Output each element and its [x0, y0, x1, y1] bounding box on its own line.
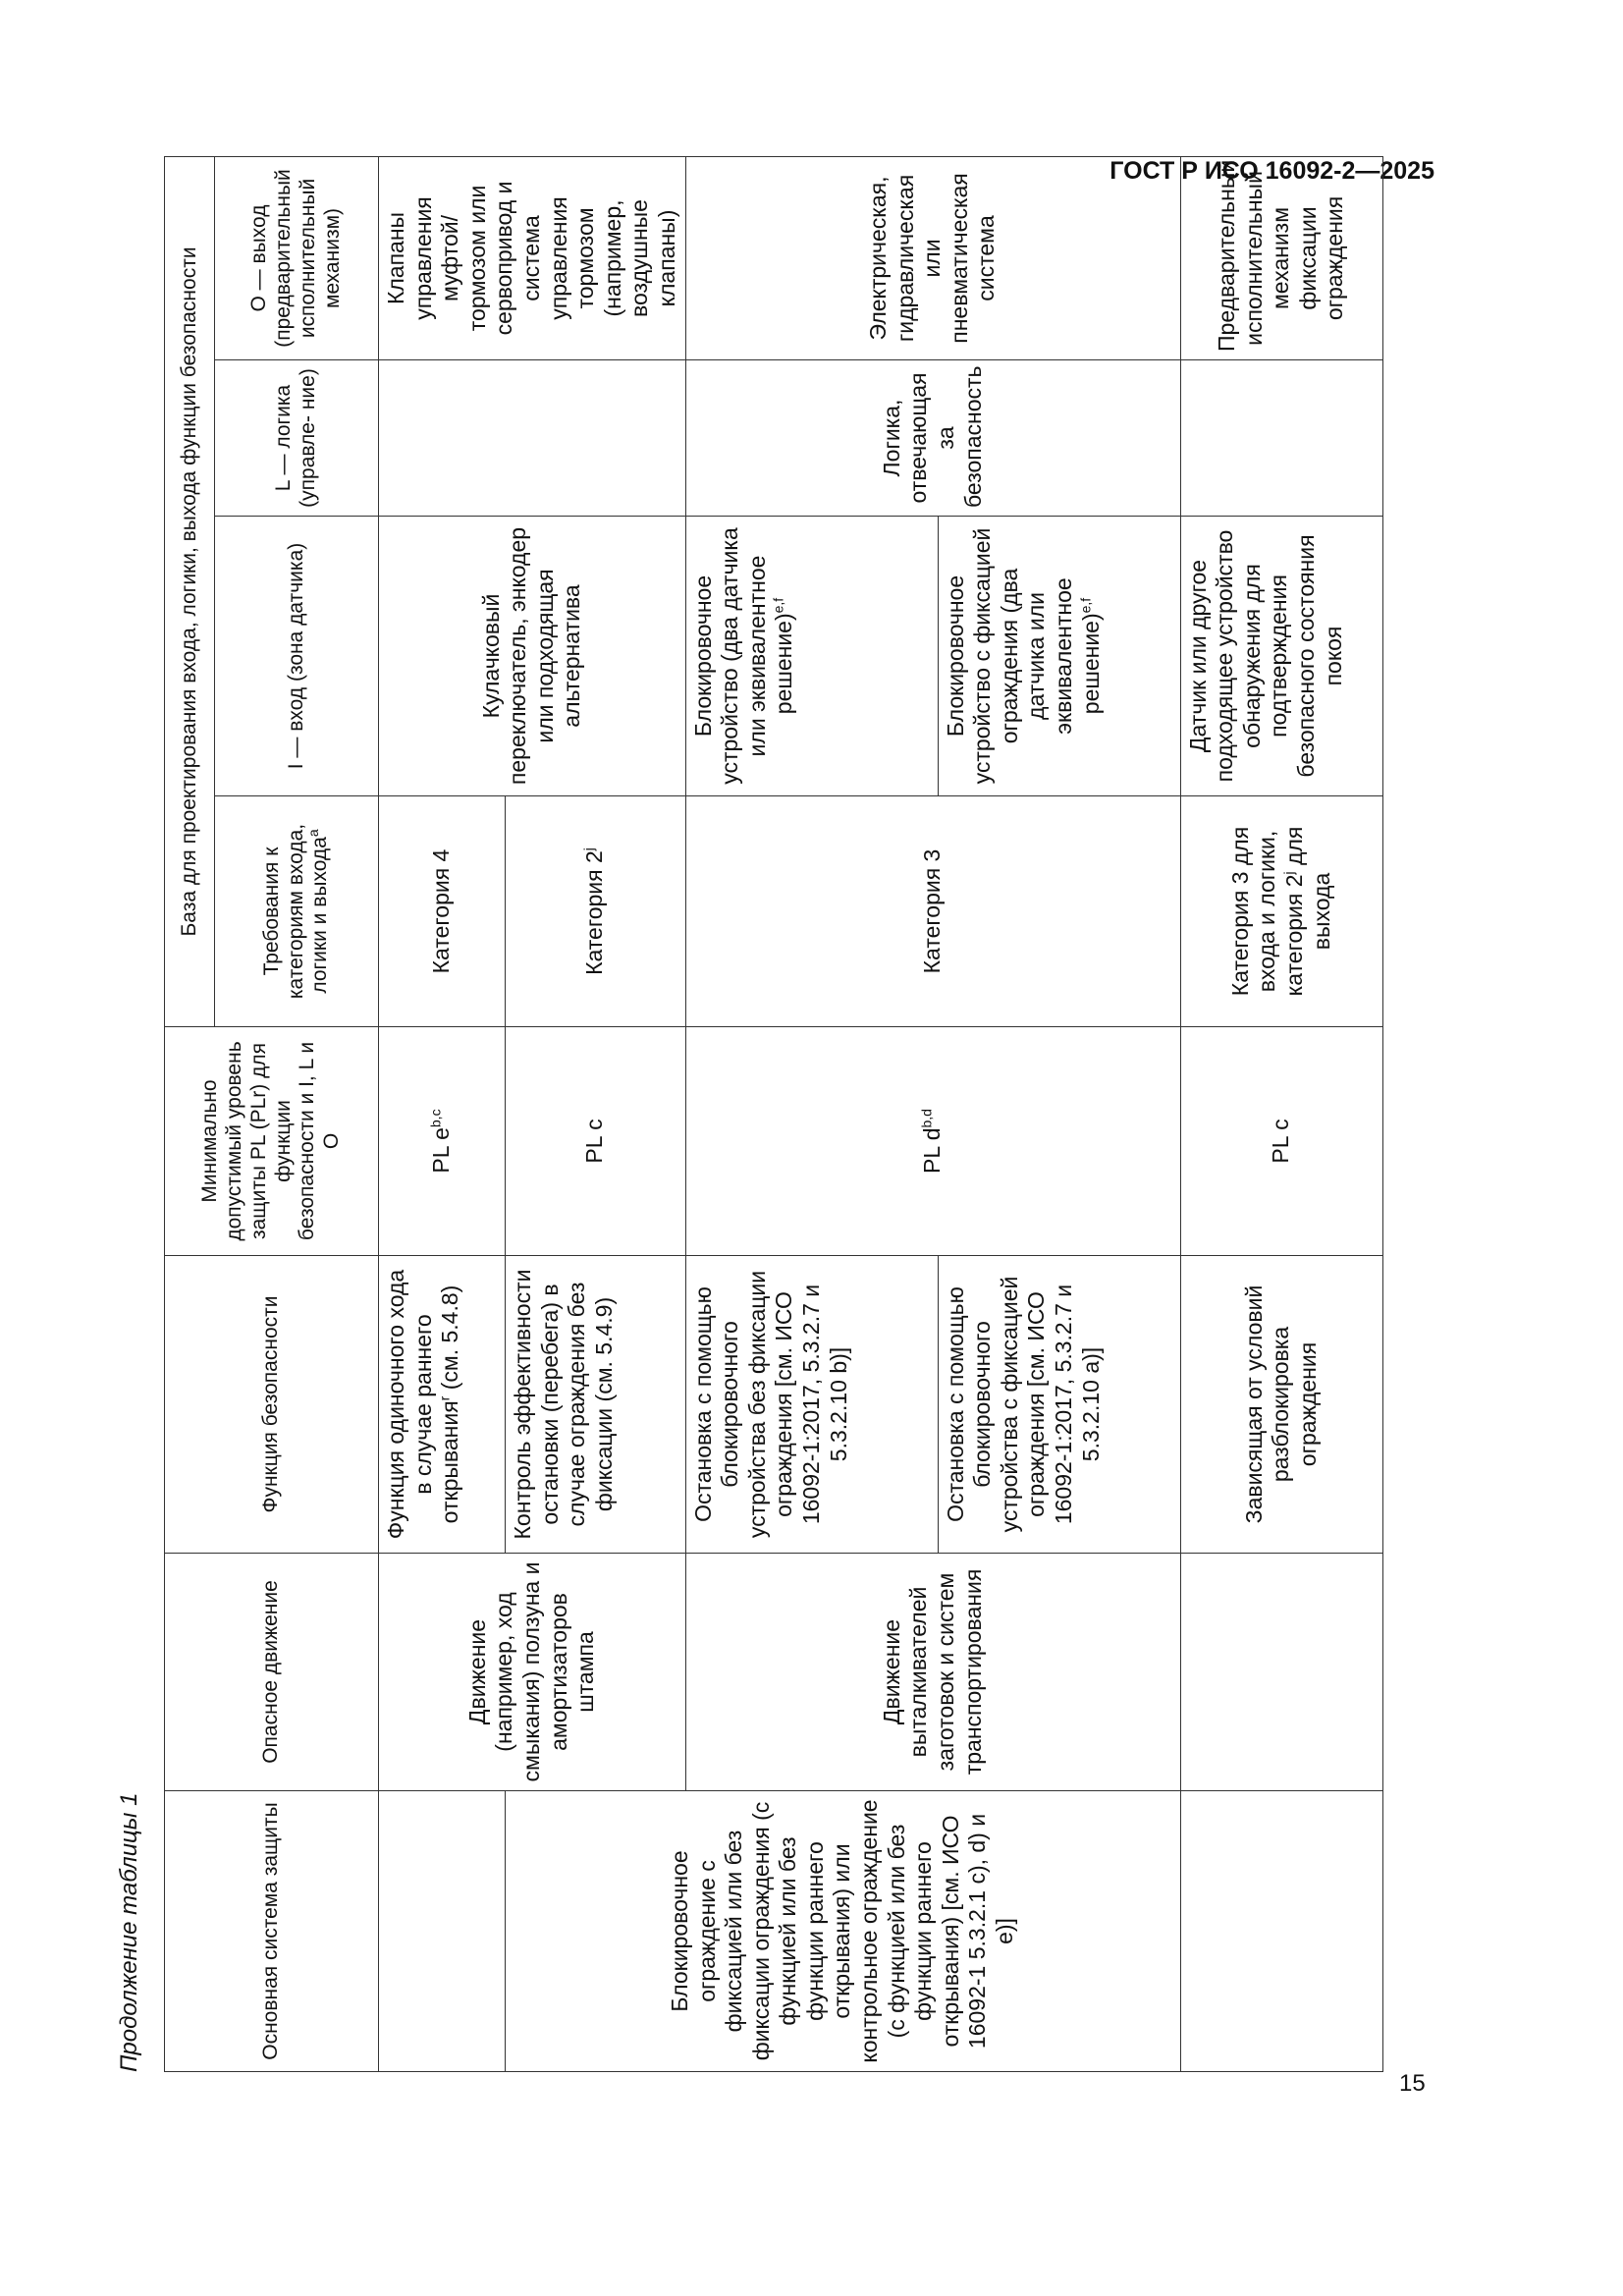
- pl-e-text: PL e: [428, 1127, 455, 1174]
- input-interlock-lock: [938, 517, 1180, 796]
- logic-cell-empty-bottom: [1180, 360, 1382, 517]
- header-system: Основная система защиты: [165, 1791, 379, 2072]
- function-stop-lock: Остановка с помощью блокировочного устройства с фиксацией ограждения [см. ИСО 16092-1:2017, 5.3.2.7 и 5.3.2.10 а)]: [938, 1256, 1180, 1554]
- req-category-3-in-out: [1180, 796, 1382, 1027]
- header-movement: Опасное движение: [165, 1554, 379, 1791]
- input-sensor: Датчик или другое подходящее устройство обнаружения для подтверждения безопасного состояния покоя: [1180, 517, 1382, 796]
- document-header: ГОСТ Р ИСО 16092-2—2025: [1109, 157, 1434, 185]
- req-category-2-text: Категория 2: [581, 850, 608, 975]
- header-function: Функция безопасности: [165, 1256, 379, 1554]
- pl-d-sup: b,d: [918, 1109, 935, 1128]
- logic-safety: Логика, отвечающая за безопасность: [685, 360, 1180, 517]
- table-caption: Продолжение таблицы 1: [116, 1792, 142, 2072]
- input-interlock-no-lock-sup: e,f: [770, 597, 786, 614]
- header-requirements-sup: a: [305, 829, 322, 838]
- req-category-4: Категория 4: [379, 796, 506, 1027]
- header-output: O — выход (предварительный исполнительный механизм): [215, 156, 379, 359]
- system-main: Блокировочное ограждение с фиксацией или без фиксации ограждения (с функцией или без функции раннего открывания) или контрольное ограждение (с функцией или без функции раннего открывания) [см. ИСО 16092-1 5.3.2.1 с), d) и е)]: [506, 1791, 1181, 2072]
- function-single-stroke: [379, 1256, 506, 1554]
- header-requirements-text: Требования к категориям входа, логики и выхода: [259, 823, 332, 1000]
- req-category-2: [506, 796, 686, 1027]
- function-unlock: Зависящая от условий разблокировка ограждения: [1180, 1256, 1382, 1554]
- pl-d: [685, 1027, 1180, 1256]
- req-category-2-sup: j: [580, 847, 597, 851]
- req-category-3: Категория 3: [685, 796, 1180, 1027]
- function-single-stroke-sup: r: [436, 1395, 453, 1401]
- movement-cell-empty-bottom: [1180, 1554, 1382, 1791]
- req-category-3-in-out-tail: для выхода: [1281, 826, 1334, 951]
- movement-ejector: Движение выталкивателей заготовок и систем транспортирования: [685, 1554, 1180, 1791]
- safety-function-table: [164, 156, 1383, 2072]
- output-valves: Клапаны управления муфтой/тормозом или сервопривод и система управления тормозом (например, воздушные клапаны): [379, 156, 686, 359]
- system-cell-empty-bottom: [1180, 1791, 1382, 2072]
- function-single-stroke-text: Функция одиночного хода в случае раннего открывания: [383, 1269, 463, 1540]
- input-cam-switch: Кулачковый переключатель, энкодер или подходящая альтернатива: [379, 517, 686, 796]
- pl-e-sup: b,c: [427, 1109, 444, 1128]
- input-interlock-no-lock: [685, 517, 938, 796]
- header-input: I — вход (зона датчика): [215, 517, 379, 796]
- header-requirements: [215, 796, 379, 1027]
- header-design-basis: База для проектирования входа, логики, выхода функции безопасности: [165, 156, 215, 1026]
- system-cell-empty: [379, 1791, 506, 2072]
- movement-slide: Движение (например, ход смыкания) ползуна и амортизаторов штампа: [379, 1554, 686, 1791]
- pl-c-second: PL c: [1180, 1027, 1382, 1256]
- input-interlock-lock-sup: e,f: [1076, 597, 1093, 614]
- page-number: 15: [1399, 2070, 1426, 2097]
- pl-c-first: PL c: [506, 1027, 686, 1256]
- header-pl: Минимально допустимый уровень защиты PL (PLr) для функции безопасности и I, L и O: [165, 1027, 379, 1256]
- header-logic: L — логика (управле- ние): [215, 360, 379, 517]
- req-category-3-in-out-sup: j: [1280, 871, 1297, 875]
- logic-cell-empty: [379, 360, 686, 517]
- function-stop-no-lock: Остановка с помощью блокировочного устройства без фиксации ограждения [см. ИСО 16092-1:2017, 5.3.2.7 и 5.3.2.10 b)]: [685, 1256, 938, 1554]
- pl-d-text: PL d: [919, 1127, 946, 1174]
- input-interlock-no-lock-text: Блокировочное устройство (два датчика или эквивалентное решение): [689, 527, 797, 785]
- function-overrun: Контроль эффективности остановки (перебега) в случае ограждения без фиксации (см. 5.4.9): [506, 1256, 686, 1554]
- input-interlock-lock-text: Блокировочное устройство с фиксацией ограждения (два датчика или эквивалентное решение): [942, 527, 1104, 785]
- rotated-table-page: [108, 157, 1358, 2072]
- pl-e: [379, 1027, 506, 1256]
- req-category-3-in-out-text: Категория 3 для входа и логики, категория 2: [1226, 826, 1308, 997]
- output-electric: Электрическая, гидравлическая или пневматическая система: [685, 156, 1180, 359]
- function-single-stroke-ref: (см. 5.4.8): [437, 1285, 463, 1391]
- output-prelim: Предварительный исполнительный механизм фиксации ограждения: [1180, 156, 1382, 359]
